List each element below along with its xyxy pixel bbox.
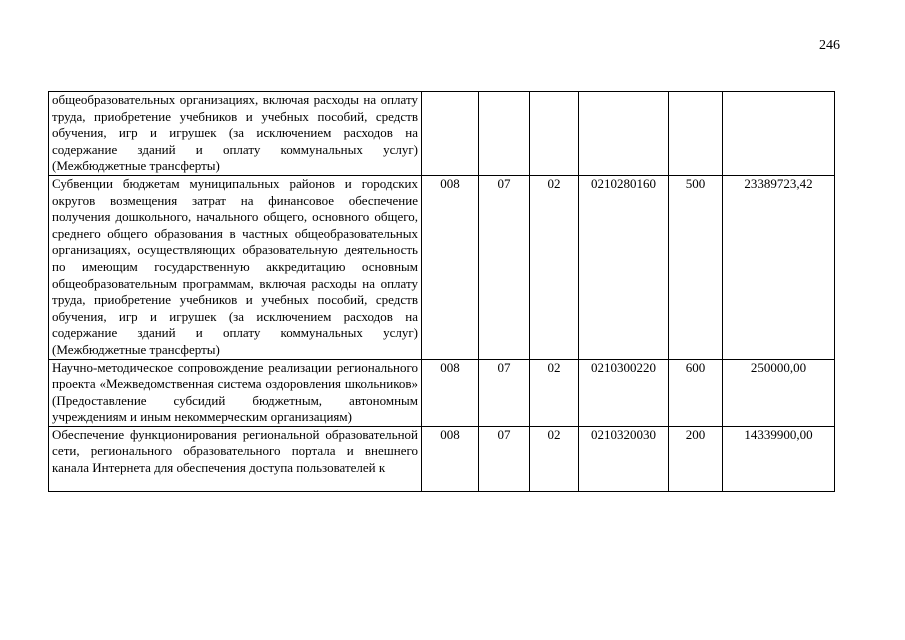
subsection-code: 02 <box>530 359 579 426</box>
subsection-code: 02 <box>530 175 579 359</box>
section-code: 07 <box>479 175 530 359</box>
ministry-code: 008 <box>422 175 479 359</box>
subsection-code: 02 <box>530 426 579 491</box>
section-code: 07 <box>479 359 530 426</box>
expense-type-code <box>669 92 723 176</box>
amount-value: 14339900,00 <box>723 426 835 491</box>
page-number: 246 <box>819 38 840 53</box>
ministry-code: 008 <box>422 359 479 426</box>
budget-table <box>48 91 835 492</box>
table-row <box>49 359 835 426</box>
table-row <box>49 426 835 491</box>
expense-type-code: 200 <box>669 426 723 491</box>
row-description: общеобразовательных организациях, включая расходы на оплату труда, приобретение учебников и учебных пособий, средств обучения, игр и игрушек (за исключением расходов на содержание зданий и оплату коммунальных услуг) (Межбюджетные трансферты) <box>49 92 422 176</box>
target-article-code: 0210280160 <box>579 175 669 359</box>
row-description: Научно-методическое сопровождение реализации регионального проекта «Межведомственная система оздоровления школьников» (Предоставление субсидий бюджетным, автономным учреждениям и иным некоммерческим организациям) <box>49 359 422 426</box>
section-code: 07 <box>479 426 530 491</box>
row-description: Обеспечение функционирования региональной образовательной сети, регионального образовательного портала и внешнего канала Интернета для обеспечения доступа пользователей к <box>52 426 418 476</box>
amount-value: 250000,00 <box>723 359 835 426</box>
ministry-code: 008 <box>422 426 479 491</box>
row-description-cell <box>49 426 422 491</box>
subsection-code <box>530 92 579 176</box>
table-row <box>49 92 835 176</box>
expense-type-code: 600 <box>669 359 723 426</box>
target-article-code: 0210300220 <box>579 359 669 426</box>
row-description: Субвенции бюджетам муниципальных районов и городских округов возмещения затрат на финансовое обеспечение получения дошкольного, начального общего, основного общего, среднего общего образования в частных общеобразовательных организациях, осуществляющих образовательную деятельность по имеющим государственную аккредитацию основным общеобразовательным программам, включая расходы на оплату труда, приобретение учебников и учебных пособий, средств обучения, игр и игрушек (за исключением расходов на содержание зданий и оплату коммунальных услуг) (Межбюджетные трансферты) <box>49 175 422 359</box>
amount-value: 23389723,42 <box>723 175 835 359</box>
target-article-code: 0210320030 <box>579 426 669 491</box>
amount-value <box>723 92 835 176</box>
target-article-code <box>579 92 669 176</box>
ministry-code <box>422 92 479 176</box>
table-row <box>49 175 835 359</box>
section-code <box>479 92 530 176</box>
expense-type-code: 500 <box>669 175 723 359</box>
